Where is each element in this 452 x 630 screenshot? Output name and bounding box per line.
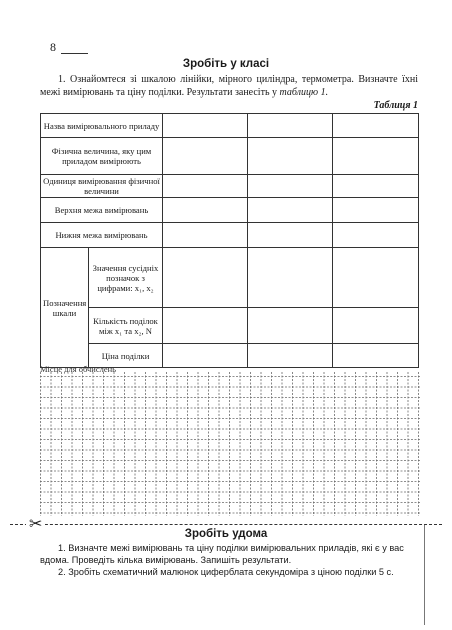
table-row: [41, 175, 419, 198]
calc-area-label: Місце для обчислень: [40, 364, 117, 374]
page-number: 8: [50, 40, 56, 54]
measurement-table: [40, 113, 419, 368]
table-cell[interactable]: [248, 198, 333, 223]
table-cell[interactable]: [333, 344, 419, 368]
table-caption: Таблиця 1: [373, 100, 418, 111]
home-section-title: Зробіть удома: [184, 528, 268, 540]
group-scale-label: Позначення шкали: [41, 248, 89, 368]
table-row: [41, 114, 419, 138]
class-task-ref: таблицю 1.: [279, 87, 329, 98]
row-price-label: Ціна поділки: [89, 344, 163, 368]
row-name-label: Назва вимірювального приладу: [41, 114, 163, 138]
home-task-2: 2. Зробіть схематичний малюнок циферблата секундоміра з ціною поділки 5 с.: [58, 567, 394, 577]
table-cell[interactable]: [163, 114, 248, 138]
class-task-text: [40, 73, 418, 99]
row-count-label: Кількість поділок між x₁ та x₂, N: [89, 308, 163, 344]
row-lower-label: Нижня межа вимірювань: [41, 223, 163, 248]
table-row: [41, 248, 419, 308]
table-cell[interactable]: [248, 114, 333, 138]
row-quantity-label: Фізична величина, яку цим приладом вимірюють: [41, 138, 163, 175]
row-upper-label: Верхня межа вимірювань: [41, 198, 163, 223]
table-cell[interactable]: [333, 308, 419, 344]
cut-line: [10, 524, 442, 525]
row-unit-label: Одиниця вимірювання фізичної величини: [41, 175, 163, 198]
table-cell[interactable]: [248, 223, 333, 248]
calc-grid[interactable]: [40, 372, 422, 517]
table-row: [41, 198, 419, 223]
table-row: [41, 223, 419, 248]
table-cell[interactable]: [163, 138, 248, 175]
table-cell[interactable]: [248, 344, 333, 368]
margin-line: [424, 525, 425, 625]
table-cell[interactable]: [333, 114, 419, 138]
table-row: [41, 138, 419, 175]
table-cell[interactable]: [333, 198, 419, 223]
page-number-underline: [61, 53, 88, 54]
table-cell[interactable]: [163, 308, 248, 344]
table-cell[interactable]: [333, 175, 419, 198]
class-task-main: 1. Ознайомтеся зі шкалою лінійки, мірного циліндра, термометра. Визначте їхні межі вимірювань та ціну поділки. Результати занесіть у: [40, 74, 418, 98]
table-cell[interactable]: [248, 175, 333, 198]
table-cell[interactable]: [163, 344, 248, 368]
scissors-icon: ✂: [26, 516, 45, 532]
table-cell[interactable]: [333, 248, 419, 308]
table-cell[interactable]: [333, 223, 419, 248]
table-cell[interactable]: [248, 248, 333, 308]
table-cell[interactable]: [333, 138, 419, 175]
table-cell[interactable]: [163, 248, 248, 308]
table-cell[interactable]: [163, 223, 248, 248]
row-marks-label: Значення сусідніх позначок з цифрами: x₁, x₂: [89, 248, 163, 308]
table-cell[interactable]: [163, 175, 248, 198]
table-cell[interactable]: [248, 138, 333, 175]
table-cell[interactable]: [248, 308, 333, 344]
table-row: [41, 308, 419, 344]
class-section-title: Зробіть у класі: [182, 58, 270, 70]
table-cell[interactable]: [163, 198, 248, 223]
home-task-1: 1. Визначте межі вимірювань та ціну поділки вимірювальних приладів, які є у вас вдома. Проведіть кілька вимірювань. Запишіть результати.: [40, 543, 404, 565]
